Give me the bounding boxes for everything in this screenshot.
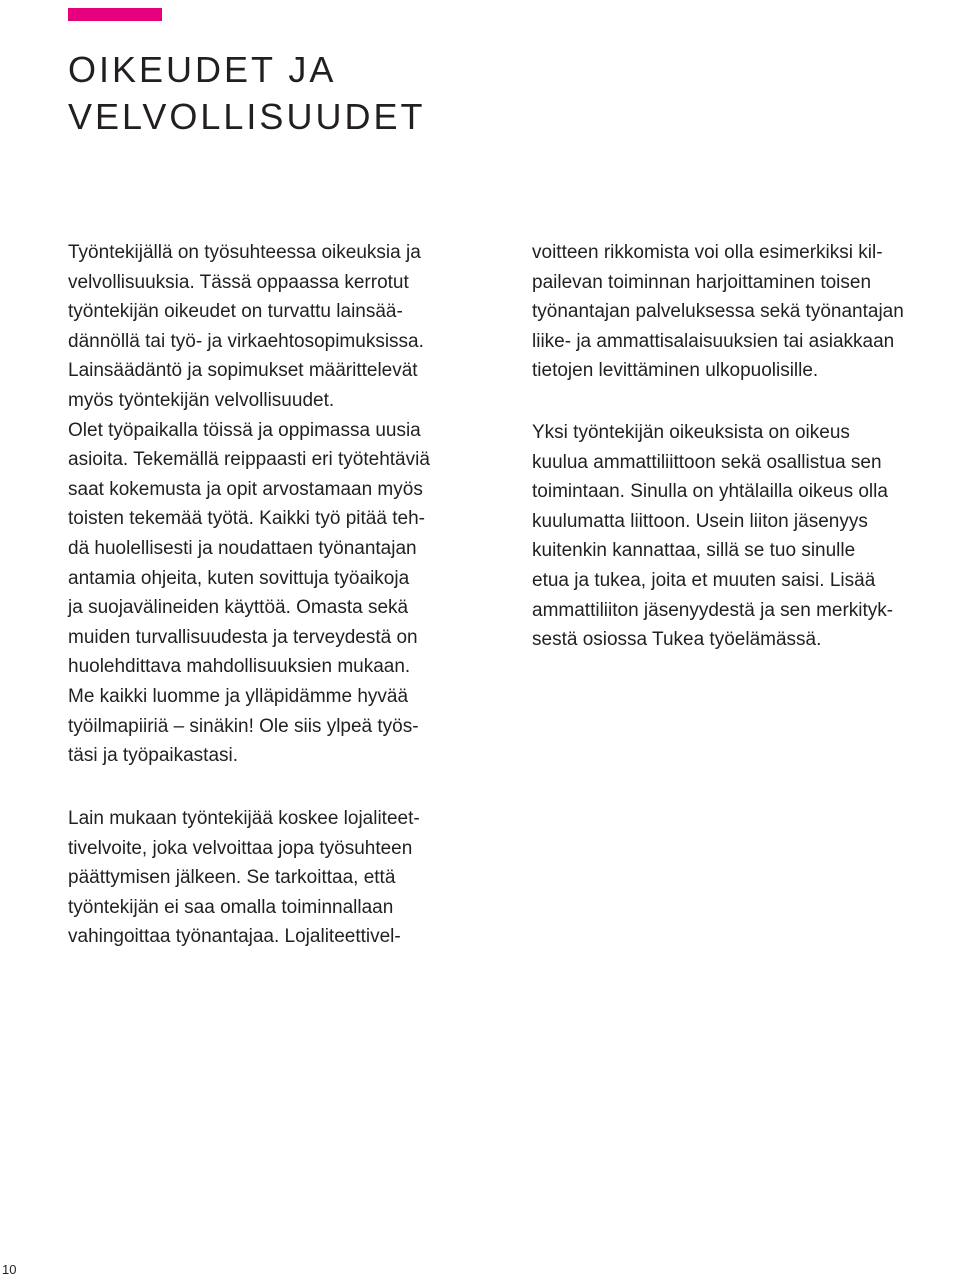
text-line: velvollisuuksia. Tässä oppaassa kerrotut [68, 271, 409, 293]
right-column-paragraph-1 [532, 238, 904, 386]
text-line: huolehdittava mahdollisuuksien mukaan. [68, 656, 411, 678]
text-line: tietojen levittäminen ulkopuolisille. [532, 360, 819, 382]
text-line: Yksi työntekijän oikeuksista on oikeus [532, 422, 850, 443]
text-line: toisten tekemää työtä. Kaikki työ pitää teh- [68, 508, 425, 530]
text-line: täsi ja työpaikastasi. [68, 745, 239, 767]
text-line: ammattiliiton jäsenyydestä ja sen merkityk- [532, 599, 894, 621]
text-line: sestä osiossa Tukea työelämässä. [532, 629, 822, 651]
text-line: liike- ja ammattisalaisuuksien tai asiakkaan [532, 330, 895, 352]
text-line: Työntekijällä on työsuhteessa oikeuksia ja [68, 242, 421, 263]
text-line: asioita. Tekemällä reippaasti eri työtehtäviä [68, 449, 430, 471]
left-column-paragraph-2 [68, 804, 420, 952]
text-line: päättymisen jälkeen. Se tarkoittaa, että [68, 867, 396, 889]
text-line: kuitenkin kannattaa, sillä se tuo sinulle [532, 540, 856, 562]
left-column-paragraph-1 [68, 238, 430, 771]
accent-bar [68, 8, 162, 21]
text-line: dännöllä tai työ- ja virkaehtosopimuksissa. [68, 330, 424, 352]
text-line: muiden turvallisuudesta ja terveydestä on [68, 626, 418, 648]
text-line: vahingoittaa työnantajaa. Lojaliteettivel- [68, 926, 401, 948]
text-line: Lainsäädäntö ja sopimukset määrittelevät [68, 360, 418, 382]
text-line: saat kokemusta ja opit arvostamaan myös [68, 478, 423, 500]
text-line: kuulua ammattiliittoon sekä osallistua sen [532, 451, 882, 473]
title-line: OIKEUDET JA [68, 49, 337, 90]
text-line: Olet työpaikalla töissä ja oppimassa uusia [68, 419, 421, 441]
text-line: Me kaikki luomme ja ylläpidämme hyvää [68, 685, 409, 707]
text-line: myös työntekijän velvollisuudet. [68, 389, 335, 411]
text-line: kuulumatta liittoon. Usein liiton jäsenyys [532, 510, 868, 532]
text-line: pailevan toiminnan harjoittaminen toisen [532, 271, 872, 293]
text-line: työntekijän oikeudet on turvattu lainsää- [68, 301, 403, 323]
text-line: työilmapiiriä – sinäkin! Ole siis ylpeä työs- [68, 715, 419, 737]
page-title [68, 46, 425, 140]
right-column-paragraph-2 [532, 418, 893, 655]
title-line: VELVOLLISUUDET [68, 96, 426, 137]
text-line: työnantajan palveluksessa sekä työnantajan [532, 301, 904, 323]
text-line: voitteen rikkomista voi olla esimerkiksi kil- [532, 242, 883, 263]
text-line: antamia ohjeita, kuten sovittuja työaikoja [68, 567, 410, 589]
text-line: etua ja tukea, joita et muuten saisi. Lisää [532, 569, 876, 591]
text-line: toimintaan. Sinulla on yhtälailla oikeus olla [532, 481, 888, 503]
text-line: dä huolellisesti ja noudattaen työnantajan [68, 537, 417, 559]
text-line: tivelvoite, joka velvoittaa jopa työsuhteen [68, 837, 413, 859]
page-number: 10 [2, 1262, 17, 1277]
text-line: työntekijän ei saa omalla toiminnallaan [68, 896, 394, 918]
text-line: ja suojavälineiden käyttöä. Omasta sekä [68, 597, 409, 619]
text-line: Lain mukaan työntekijää koskee lojaliteet- [68, 808, 420, 829]
